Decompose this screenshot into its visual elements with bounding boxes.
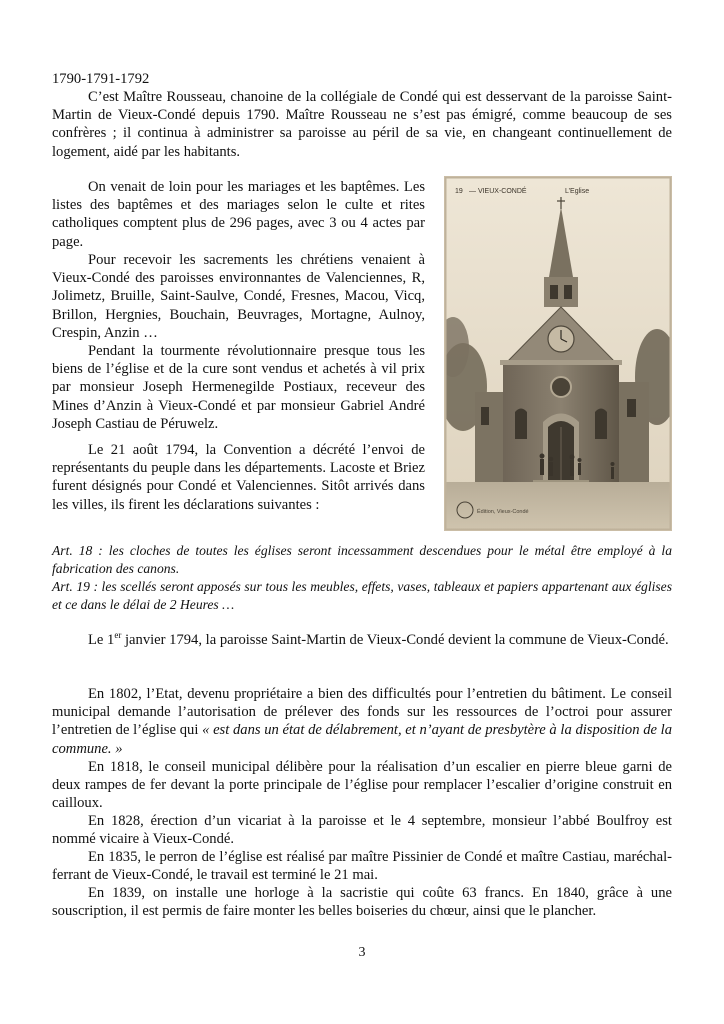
postcard-caption-number: 19 <box>455 188 463 195</box>
paragraph-tourmente: Pendant la tourmente révolutionnaire presque tous les biens de l’église et de la cure sont vendus et achetés à vil prix par monsieur Joseph Hermenegilde Postiaux, receveur des Mines d’Anzin à Vieux-Condé et par monsieur Gabriel André Joseph Castiau de Péruwelz. <box>52 343 425 432</box>
church-postcard-image <box>444 176 672 531</box>
page-number: 3 <box>358 945 366 960</box>
article-18: Art. 18 : les cloches de toutes les églises seront incessamment descendues pour le métal être employé à la fabrication des canons. <box>52 543 672 577</box>
paragraph-sacrements: Pour recevoir les sacrements les chrétiens venaient à Vieux-Condé des paroisses environnantes de Valenciennes, R, Jolimetz, Bruille, Saint-Saulve, Condé, Fresnes, Macou, Vicq, Brillon, Hergnies, Bouchain, Beuvrages, Mortagne, Aulnoy, Crespin, Anzin … <box>52 252 425 341</box>
postcard-caption-town: — VIEUX-CONDÉ <box>469 188 527 195</box>
paragraph-rousseau: C’est Maître Rousseau, chanoine de la collégiale de Condé qui est desservant de la paroisse Saint-Martin de Vieux-Condé depuis 1790. Maître Rousseau ne s’est pas émigré, comme beaucoup de ses confrères ; il continua à administrer sa paroisse au péril de sa vie, en changeant continuellement de logement, aidé par les habitants. <box>52 89 672 160</box>
commune-text-end: janvier 1794, la paroisse Saint-Martin de Vieux-Condé devient la commune de Vieux-Condé. <box>121 632 669 648</box>
postcard-caption-title: L’Eglise <box>565 188 590 195</box>
paragraph-1835: En 1835, le perron de l’église est réalisé par maître Pissinier de Condé et maître Castiau, maréchal-ferrant de Vieux-Condé, le travail est terminé le 21 mai. <box>52 849 672 884</box>
paragraph-commune <box>52 631 672 649</box>
postcard-publisher: Édition, Vieux-Condé <box>477 509 529 515</box>
section-heading: 1790-1791-1792 <box>52 71 150 87</box>
paragraph-1802-text: En 1802, l’Etat, devenu propriétaire a bien des difficultés pour l’entretien du bâtiment. Le conseil municipal demande l’autorisation de prélever des fonds sur les ressources de l’octroi pour assurer l’entretien de l’église qui <box>52 686 672 739</box>
paragraph-1802 <box>52 685 672 758</box>
article-19: Art. 19 : les scellés seront apposés sur tous les meubles, effets, vases, tableaux et papiers appartenant aux églises et ce dans le délai de 2 Heures … <box>52 579 672 613</box>
paragraph-1839: En 1839, on installe une horloge à la sacristie qui coûte 63 francs. En 1840, grâce à une souscription, il est permis de faire monter les belles boiseries du chœur, ainsi que le plancher. <box>52 885 672 920</box>
paragraph-1802-quote: « est dans un état de délabrement, et n’ayant de presbytère à la disposition de la commune. » <box>52 722 673 757</box>
paragraph-1818: En 1818, le conseil municipal délibère pour la réalisation d’un escalier en pierre bleue garni de deux rampes de fer devant la porte principale de l’église pour remplacer l’escalier d’origine construit en cailloux. <box>52 759 672 812</box>
ordinal-superscript: er <box>114 630 122 641</box>
commune-text-start: Le 1 <box>88 632 115 648</box>
paragraph-convention: Le 21 août 1794, la Convention a décrété l’envoi de représentants du peuple dans les départements. Lacoste et Briez furent désignés pour Condé et Valenciennes. Sitôt arrivés dans les villes, ils firent les déclarations suivantes : <box>52 442 425 513</box>
paragraph-mariages: On venait de loin pour les mariages et les baptêmes. Les listes des baptêmes et des mariages selon le culte et rites catholiques comptent plus de 296 pages, avec 3 ou 4 actes par page. <box>52 179 425 250</box>
paragraph-1828: En 1828, érection d’un vicariat à la paroisse et le 4 septembre, monsieur l’abbé Boulfroy est nommé vicaire à Vieux-Condé. <box>52 813 672 848</box>
